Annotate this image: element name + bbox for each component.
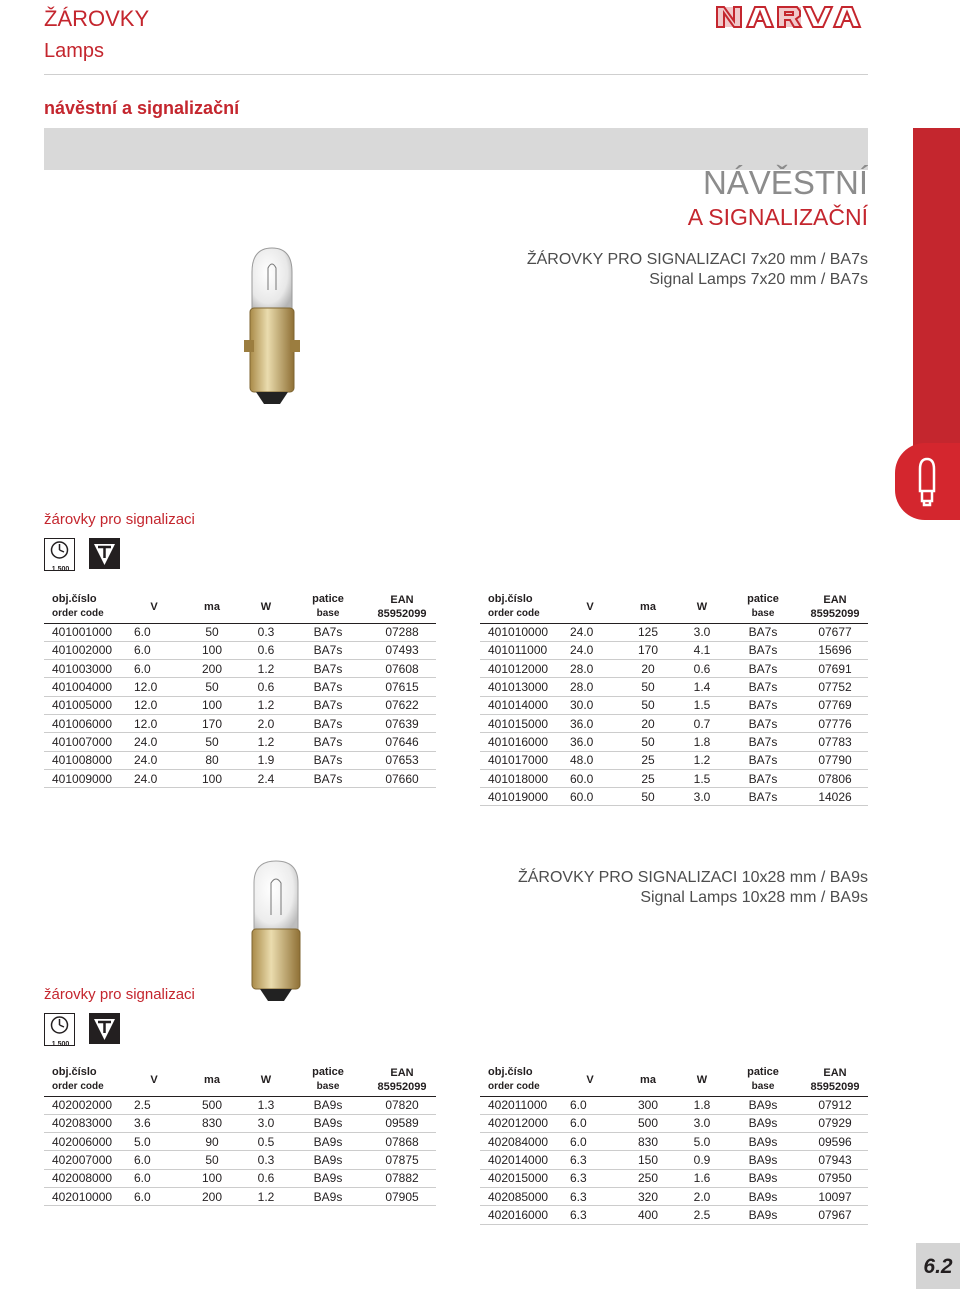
table-row [44, 1114, 436, 1132]
cell-ean: 09589 [368, 1114, 436, 1132]
cell-ean: 07820 [368, 1096, 436, 1114]
cell-power: 1.5 [680, 769, 724, 787]
cell-current: 170 [180, 714, 244, 732]
cell-power: 0.3 [244, 1151, 288, 1169]
cell-voltage: 6.0 [128, 1169, 180, 1187]
lifetime-hours: 1 500 [51, 566, 70, 573]
col-watt: W [680, 1064, 724, 1096]
cell-base: BA9s [724, 1114, 802, 1132]
cell-base: BA7s [288, 623, 368, 641]
cell-current: 300 [616, 1096, 680, 1114]
table-row [480, 1206, 868, 1224]
cell-ean: 07493 [368, 641, 436, 659]
col-watt: W [680, 591, 724, 623]
cell-base: BA7s [724, 788, 802, 806]
col-base-en: base [751, 1081, 775, 1093]
cell-base: BA7s [288, 678, 368, 696]
table-row [480, 1187, 868, 1205]
col-volt: V [128, 591, 180, 623]
page-subtitle: návěstní a signalizační [44, 98, 240, 118]
cell-voltage: 24.0 [564, 623, 616, 641]
table-body-3 [44, 1096, 436, 1206]
cell-ean: 07622 [368, 696, 436, 714]
cell-ean: 07660 [368, 769, 436, 787]
cell-voltage: 6.0 [564, 1096, 616, 1114]
cell-order-code: 402012000 [480, 1114, 564, 1132]
cell-ean: 07615 [368, 678, 436, 696]
cell-base: BA9s [288, 1133, 368, 1151]
cell-current: 830 [180, 1114, 244, 1132]
cell-voltage: 2.5 [128, 1096, 180, 1114]
cell-current: 90 [180, 1133, 244, 1151]
clock-icon [44, 538, 75, 571]
lifetime-hours: 1 500 [51, 1041, 70, 1048]
cell-power: 2.0 [244, 714, 288, 732]
lifetime-badge-2 [44, 1013, 75, 1046]
cell-order-code: 401006000 [44, 714, 128, 732]
cell-order-code: 401008000 [44, 751, 128, 769]
cell-voltage: 24.0 [564, 641, 616, 659]
cell-voltage: 60.0 [564, 788, 616, 806]
cell-base: BA7s [724, 623, 802, 641]
cell-power: 0.6 [244, 641, 288, 659]
table-row [480, 1096, 868, 1114]
cell-ean: 07950 [802, 1169, 868, 1187]
cell-current: 50 [616, 678, 680, 696]
cell-order-code: 401012000 [480, 660, 564, 678]
lamp-ba9s-image [238, 853, 314, 1013]
cell-voltage: 3.6 [128, 1114, 180, 1132]
header-title-en: Lamps [44, 40, 105, 62]
cell-base: BA7s [724, 769, 802, 787]
cell-order-code: 402006000 [44, 1133, 128, 1151]
col-base-en: base [316, 608, 340, 620]
mount-position-icon [89, 538, 120, 569]
cell-current: 50 [180, 733, 244, 751]
cell-voltage: 30.0 [564, 696, 616, 714]
cell-voltage: 6.0 [564, 1114, 616, 1132]
col-code-cz: obj.číslo [52, 593, 97, 606]
cell-order-code: 402085000 [480, 1187, 564, 1205]
cell-voltage: 36.0 [564, 714, 616, 732]
cell-order-code: 401001000 [44, 623, 128, 641]
mount-position-icon [89, 1013, 120, 1044]
col-ean: EAN [823, 593, 847, 606]
cell-order-code: 402002000 [44, 1096, 128, 1114]
cell-power: 0.6 [244, 678, 288, 696]
col-code-en: order code [52, 1081, 104, 1093]
cell-base: BA9s [288, 1187, 368, 1205]
cell-power: 0.9 [680, 1151, 724, 1169]
cell-voltage: 6.0 [128, 660, 180, 678]
table-row [44, 714, 436, 732]
table-row [44, 641, 436, 659]
page-number: 6.2 [916, 1243, 960, 1289]
col-ean-prefix: 85952099 [810, 607, 860, 620]
cell-ean: 07929 [802, 1114, 868, 1132]
cell-power: 1.5 [680, 696, 724, 714]
table-row [44, 623, 436, 641]
col-ean-prefix: 85952099 [377, 1080, 427, 1093]
col-base-en: base [751, 608, 775, 620]
cell-current: 25 [616, 751, 680, 769]
cell-power: 3.0 [680, 623, 724, 641]
cell-current: 100 [180, 1169, 244, 1187]
cell-current: 830 [616, 1133, 680, 1151]
cell-voltage: 12.0 [128, 696, 180, 714]
cell-ean: 09596 [802, 1133, 868, 1151]
cell-ean: 10097 [802, 1187, 868, 1205]
cell-order-code: 401017000 [480, 751, 564, 769]
cell-voltage: 24.0 [128, 769, 180, 787]
cell-order-code: 401004000 [44, 678, 128, 696]
cell-base: BA7s [724, 751, 802, 769]
cell-current: 50 [180, 1151, 244, 1169]
table-row [44, 1096, 436, 1114]
cell-current: 20 [616, 714, 680, 732]
cell-current: 80 [180, 751, 244, 769]
cell-power: 1.2 [680, 751, 724, 769]
cell-order-code: 402008000 [44, 1169, 128, 1187]
cell-base: BA7s [288, 769, 368, 787]
cell-ean: 07806 [802, 769, 868, 787]
table-row [480, 788, 868, 806]
col-base-en: base [316, 1081, 340, 1093]
cell-voltage: 6.0 [564, 1133, 616, 1151]
col-code-en: order code [52, 608, 104, 620]
cell-ean: 15696 [802, 641, 868, 659]
cell-current: 150 [616, 1151, 680, 1169]
cell-base: BA7s [288, 733, 368, 751]
cell-ean: 07288 [368, 623, 436, 641]
col-ma: ma [180, 591, 244, 623]
cell-base: BA9s [724, 1133, 802, 1151]
cell-power: 1.2 [244, 733, 288, 751]
col-code-cz: obj.číslo [52, 1066, 97, 1079]
cell-order-code: 402084000 [480, 1133, 564, 1151]
spec-table-3 [44, 1064, 436, 1206]
cell-ean: 07776 [802, 714, 868, 732]
category-label-2: žárovky pro signalizaci [44, 986, 195, 1003]
cell-voltage: 6.0 [128, 641, 180, 659]
table-row [480, 769, 868, 787]
cell-ean: 07783 [802, 733, 868, 751]
lamp-ba7s-image [236, 240, 316, 410]
cell-order-code: 401010000 [480, 623, 564, 641]
table-row [480, 696, 868, 714]
cell-base: BA7s [724, 678, 802, 696]
cell-order-code: 401014000 [480, 696, 564, 714]
cell-power: 0.5 [244, 1133, 288, 1151]
cell-current: 100 [180, 641, 244, 659]
cell-voltage: 6.0 [128, 1151, 180, 1169]
table-row [44, 769, 436, 787]
col-base-cz: patice [312, 593, 344, 606]
col-ean: EAN [390, 1066, 414, 1079]
cell-power: 1.4 [680, 678, 724, 696]
section-title-line1: NÁVĚSTNÍ [702, 164, 868, 201]
cell-ean: 07943 [802, 1151, 868, 1169]
cell-power: 1.2 [244, 696, 288, 714]
table-row [44, 1133, 436, 1151]
col-watt: W [244, 591, 288, 623]
cell-ean: 07769 [802, 696, 868, 714]
cell-order-code: 401009000 [44, 769, 128, 787]
cell-base: BA9s [288, 1096, 368, 1114]
cell-power: 1.3 [244, 1096, 288, 1114]
cell-current: 50 [616, 733, 680, 751]
cell-ean: 07677 [802, 623, 868, 641]
cell-base: BA9s [288, 1114, 368, 1132]
table-row [480, 1151, 868, 1169]
table-row [480, 751, 868, 769]
table-row [480, 678, 868, 696]
cell-power: 0.7 [680, 714, 724, 732]
cell-power: 2.5 [680, 1206, 724, 1224]
section2-heading-en: Signal Lamps 10x28 mm / BA9s [640, 889, 868, 906]
table-row [480, 714, 868, 732]
table-row [44, 1169, 436, 1187]
col-ean-prefix: 85952099 [810, 1080, 860, 1093]
cell-ean: 07752 [802, 678, 868, 696]
cell-power: 0.6 [244, 1169, 288, 1187]
table-row [480, 660, 868, 678]
table-row [44, 696, 436, 714]
col-ean: EAN [390, 593, 414, 606]
table-row [480, 733, 868, 751]
spec-table-1 [44, 591, 436, 788]
cell-order-code: 401005000 [44, 696, 128, 714]
cell-current: 50 [180, 623, 244, 641]
col-base-cz: patice [747, 1066, 779, 1079]
col-code-en: order code [488, 608, 540, 620]
table-body-1 [44, 623, 436, 788]
table-row [44, 751, 436, 769]
cell-voltage: 6.3 [564, 1206, 616, 1224]
cell-order-code: 401002000 [44, 641, 128, 659]
cell-current: 170 [616, 641, 680, 659]
clock-icon [44, 1013, 75, 1046]
cell-voltage: 6.3 [564, 1169, 616, 1187]
cell-voltage: 6.0 [128, 623, 180, 641]
col-ean: EAN [823, 1066, 847, 1079]
col-code-en: order code [488, 1081, 540, 1093]
table-row [44, 1151, 436, 1169]
col-watt: W [244, 1064, 288, 1096]
cell-voltage: 28.0 [564, 660, 616, 678]
cell-order-code: 401013000 [480, 678, 564, 696]
cell-ean: 07875 [368, 1151, 436, 1169]
narva-logo [715, 4, 867, 30]
table-body-4 [480, 1096, 868, 1224]
cell-power: 1.2 [244, 660, 288, 678]
category-label-1: žárovky pro signalizaci [44, 511, 195, 528]
cell-ean: 07646 [368, 733, 436, 751]
cell-ean: 07967 [802, 1206, 868, 1224]
cell-base: BA7s [724, 660, 802, 678]
cell-ean: 14026 [802, 788, 868, 806]
cell-current: 200 [180, 660, 244, 678]
cell-base: BA9s [724, 1206, 802, 1224]
cell-order-code: 401007000 [44, 733, 128, 751]
cell-order-code: 401019000 [480, 788, 564, 806]
cell-voltage: 28.0 [564, 678, 616, 696]
col-base-cz: patice [312, 1066, 344, 1079]
cell-power: 2.4 [244, 769, 288, 787]
table-row [480, 1114, 868, 1132]
spec-table-2 [480, 591, 868, 806]
cell-current: 500 [180, 1096, 244, 1114]
table-row [44, 1187, 436, 1205]
cell-base: BA9s [724, 1096, 802, 1114]
table-row [480, 1169, 868, 1187]
cell-voltage: 36.0 [564, 733, 616, 751]
cell-current: 100 [180, 769, 244, 787]
cell-order-code: 402014000 [480, 1151, 564, 1169]
cell-order-code: 402015000 [480, 1169, 564, 1187]
table-row [44, 678, 436, 696]
cell-power: 3.0 [680, 788, 724, 806]
cell-base: BA9s [724, 1151, 802, 1169]
cell-power: 1.2 [244, 1187, 288, 1205]
cell-power: 1.8 [680, 1096, 724, 1114]
cell-ean: 07790 [802, 751, 868, 769]
spec-table-4 [480, 1064, 868, 1225]
cell-ean: 07608 [368, 660, 436, 678]
cell-base: BA9s [288, 1151, 368, 1169]
col-ma: ma [616, 1064, 680, 1096]
cell-current: 500 [616, 1114, 680, 1132]
cell-current: 50 [180, 678, 244, 696]
cell-current: 50 [616, 788, 680, 806]
cell-base: BA7s [724, 696, 802, 714]
table-row [480, 641, 868, 659]
cell-base: BA7s [288, 714, 368, 732]
cell-power: 0.3 [244, 623, 288, 641]
cell-voltage: 12.0 [128, 678, 180, 696]
cell-base: BA7s [288, 751, 368, 769]
cell-base: BA7s [724, 733, 802, 751]
cell-current: 50 [616, 696, 680, 714]
cell-base: BA7s [724, 641, 802, 659]
col-code-cz: obj.číslo [488, 1066, 533, 1079]
cell-ean: 07905 [368, 1187, 436, 1205]
cell-voltage: 6.0 [128, 1187, 180, 1205]
col-ma: ma [616, 591, 680, 623]
cell-voltage: 24.0 [128, 751, 180, 769]
cell-ean: 07691 [802, 660, 868, 678]
cell-power: 5.0 [680, 1133, 724, 1151]
lamp-tab-icon [895, 443, 960, 520]
cell-ean: 07868 [368, 1133, 436, 1151]
cell-order-code: 402010000 [44, 1187, 128, 1205]
cell-current: 100 [180, 696, 244, 714]
cell-order-code: 401011000 [480, 641, 564, 659]
cell-voltage: 6.3 [564, 1151, 616, 1169]
table-row [480, 623, 868, 641]
cell-ean: 07653 [368, 751, 436, 769]
cell-power: 4.1 [680, 641, 724, 659]
cell-base: BA7s [288, 660, 368, 678]
cell-voltage: 6.3 [564, 1187, 616, 1205]
header-title-cz: ŽÁROVKY [44, 6, 150, 31]
cell-order-code: 401015000 [480, 714, 564, 732]
table-body-2 [480, 623, 868, 806]
cell-current: 320 [616, 1187, 680, 1205]
cell-ean: 07639 [368, 714, 436, 732]
cell-power: 0.6 [680, 660, 724, 678]
cell-ean: 07912 [802, 1096, 868, 1114]
cell-base: BA7s [724, 714, 802, 732]
table-row [44, 660, 436, 678]
cell-order-code: 402016000 [480, 1206, 564, 1224]
cell-voltage: 60.0 [564, 769, 616, 787]
cell-power: 2.0 [680, 1187, 724, 1205]
cell-order-code: 401016000 [480, 733, 564, 751]
cell-voltage: 24.0 [128, 733, 180, 751]
cell-current: 200 [180, 1187, 244, 1205]
cell-current: 125 [616, 623, 680, 641]
section1-heading-en: Signal Lamps 7x20 mm / BA7s [649, 271, 868, 288]
cell-voltage: 48.0 [564, 751, 616, 769]
col-code-cz: obj.číslo [488, 593, 533, 606]
table-row [480, 1133, 868, 1151]
cell-order-code: 402083000 [44, 1114, 128, 1132]
section1-heading-cz: ŽÁROVKY PRO SIGNALIZACI 7x20 mm / BA7s [526, 251, 868, 268]
section-title-line2: A SIGNALIZAČNÍ [687, 204, 868, 230]
col-volt: V [128, 1064, 180, 1096]
cell-current: 25 [616, 769, 680, 787]
cell-base: BA9s [724, 1169, 802, 1187]
header-divider [44, 74, 868, 75]
cell-base: BA9s [288, 1169, 368, 1187]
table-row [44, 733, 436, 751]
red-side-tab [913, 128, 960, 458]
cell-order-code: 402007000 [44, 1151, 128, 1169]
lifetime-badge-1 [44, 538, 75, 571]
cell-power: 3.0 [244, 1114, 288, 1132]
col-ean-prefix: 85952099 [377, 607, 427, 620]
cell-power: 1.6 [680, 1169, 724, 1187]
col-ma: ma [180, 1064, 244, 1096]
lamp-tab[interactable] [895, 443, 960, 520]
cell-ean: 07882 [368, 1169, 436, 1187]
cell-power: 1.9 [244, 751, 288, 769]
cell-current: 250 [616, 1169, 680, 1187]
col-volt: V [564, 1064, 616, 1096]
cell-base: BA7s [288, 641, 368, 659]
col-volt: V [564, 591, 616, 623]
col-base-cz: patice [747, 593, 779, 606]
cell-voltage: 12.0 [128, 714, 180, 732]
cell-voltage: 5.0 [128, 1133, 180, 1151]
cell-power: 1.8 [680, 733, 724, 751]
cell-current: 20 [616, 660, 680, 678]
section2-heading-cz: ŽÁROVKY PRO SIGNALIZACI 10x28 mm / BA9s [517, 869, 868, 886]
cell-current: 400 [616, 1206, 680, 1224]
cell-power: 3.0 [680, 1114, 724, 1132]
cell-order-code: 402011000 [480, 1096, 564, 1114]
cell-base: BA9s [724, 1187, 802, 1205]
cell-base: BA7s [288, 696, 368, 714]
cell-order-code: 401003000 [44, 660, 128, 678]
cell-order-code: 401018000 [480, 769, 564, 787]
